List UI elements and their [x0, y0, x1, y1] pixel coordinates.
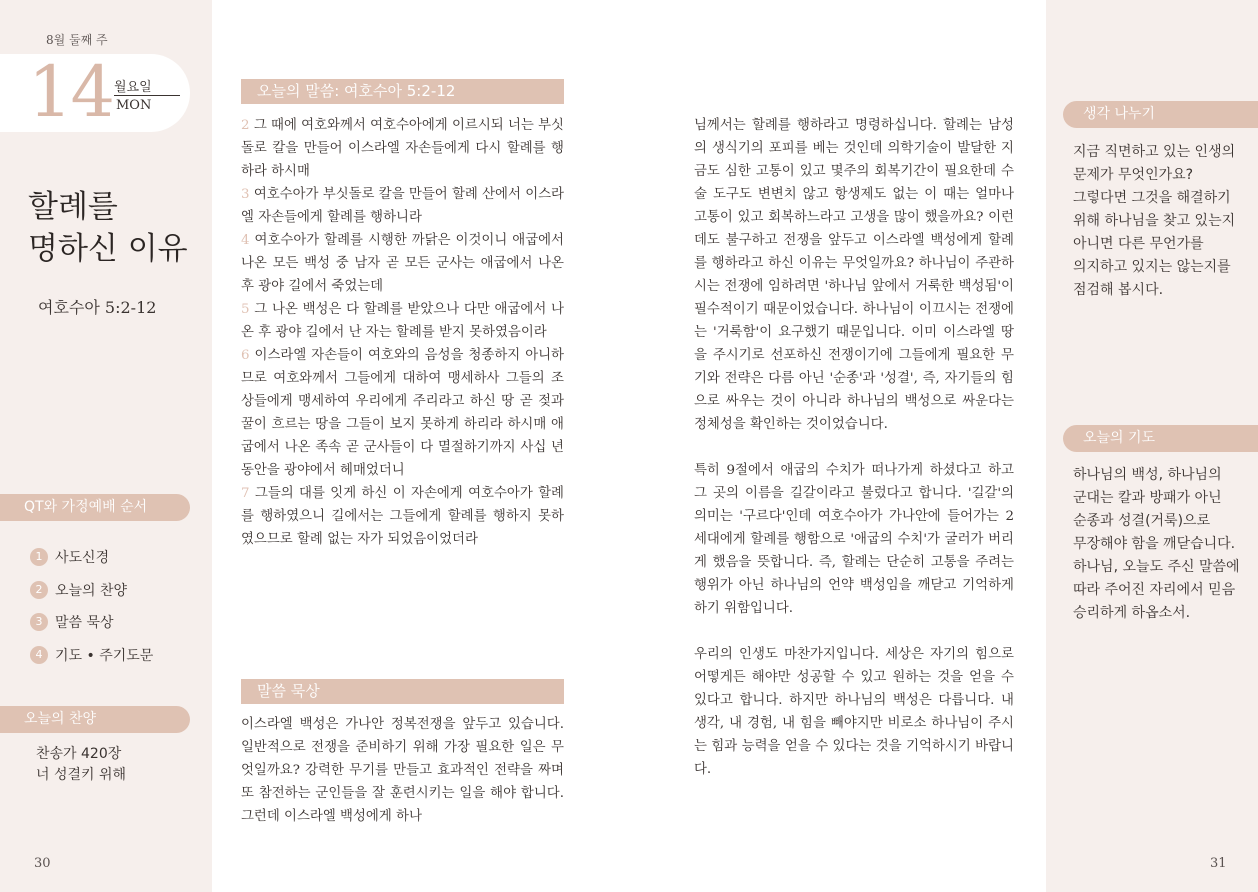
- share-line: 점검해 봅시다.: [1073, 282, 1164, 298]
- day-number: 14: [28, 51, 114, 133]
- verse-number: 7: [241, 486, 250, 501]
- page-title: [28, 186, 188, 270]
- prayer-line: 군대는 칼과 방패가 아닌: [1073, 490, 1222, 506]
- verse-text: 여호수아가 할례를 시행한 까닭은 이것이니 애굽에서 나온 모든 백성 중 남자 곧 모든 군사는 애굽에서 나온 후 광야 길에서 죽었는데: [241, 233, 564, 294]
- hymn-number: 찬송가 420장: [36, 746, 122, 762]
- order-item-label: 오늘의 찬양: [55, 582, 128, 599]
- share-line: 문제가 무엇인가요?: [1073, 167, 1194, 183]
- verse-text: 이스라엘 자손들이 여호와의 음성을 청종하지 아니하므로 여호와께서 그들에게 대하여 맹세하사 그들의 조상들에게 맹세하여 우리에게 주리라고 하신 땅 곧 젖과 꿀이 흐르는 땅을 그들이 보지 못하게 하리라 하시매 애굽에서 나온 족속 곧 군사들이 다 멸절하기까지 사십 년 동안을 광야에서 헤매었더니: [241, 348, 564, 478]
- hymn-info: [36, 744, 126, 786]
- meditation-paragraph: 이스라엘 백성은 가나안 정복전쟁을 앞두고 있습니다. 일반적으로 전쟁을 준비하기 위해 가장 필요한 일은 무엇일까요? 강력한 무기를 만들고 효과적인 전략을 짜며 또 참전하는 군인들을 잘 훈련시키는 일을 해야 합니다. 그런데 이스라엘 백성에게 하나: [241, 717, 564, 824]
- share-header: 생각 나누기: [1063, 101, 1258, 128]
- prayer-line: 순종과 성결(거룩)으로: [1073, 513, 1211, 529]
- verse-text: 그 때에 여호와께서 여호수아에게 이르시되 너는 부싯돌로 칼을 만들어 이스라엘 자손들에게 다시 할례를 행하라 하시매: [241, 118, 564, 179]
- share-line: 그렇다면 그것을 해결하기: [1073, 190, 1231, 206]
- order-header: QT와 가정예배 순서: [0, 494, 190, 521]
- verse: [241, 298, 564, 344]
- hymn-title: 너 성결키 위해: [36, 767, 127, 783]
- verse-number: 2: [241, 118, 250, 133]
- order-item-label: 사도신경: [55, 550, 110, 567]
- weekday-divider: [114, 95, 180, 96]
- prayer-text: [1073, 464, 1240, 625]
- page-number-left: 30: [34, 856, 51, 871]
- verse: [241, 229, 564, 298]
- prayer-line: 하나님의 백성, 하나님의: [1073, 467, 1222, 483]
- order-number-badge: 2: [30, 581, 48, 599]
- order-item: [30, 606, 153, 639]
- meditation-paragraph: 우리의 인생도 마찬가지입니다. 세상은 자기의 힘으로 어떻게든 해야만 성공할 수 있고 원하는 것을 얻을 수 있다고 합니다. 하지만 하나님의 백성은 다릅니다. 내 생각, 내 경험, 내 힘을 빼야지만 비로소 하나님이 주시는 힘과 능력을 얻을 수 있다는 것을 기억하시기 바랍니다.: [694, 647, 1014, 777]
- verse-number: 5: [241, 302, 250, 317]
- share-line: 아니면 다른 무언가를: [1073, 236, 1204, 252]
- meditation-header: 말씀 묵상: [241, 679, 564, 704]
- prayer-line: 따라 주어진 자리에서 믿음: [1073, 582, 1236, 598]
- verse: [241, 114, 564, 183]
- prayer-line: 승리하게 하옵소서.: [1073, 605, 1191, 621]
- order-item-label: 말씀 묵상: [55, 615, 114, 632]
- order-item: [30, 639, 153, 672]
- prayer-line: 하나님, 오늘도 주신 말씀에: [1073, 559, 1240, 575]
- share-line: 지금 직면하고 있는 인생의: [1073, 144, 1236, 160]
- order-number-badge: 4: [30, 646, 48, 664]
- verse-number: 6: [241, 348, 250, 363]
- prayer-line: 무장해야 함을 깨닫습니다.: [1073, 536, 1236, 552]
- share-line: 위해 하나님을 찾고 있는지: [1073, 213, 1236, 229]
- title-line: 할례를: [28, 189, 118, 225]
- verse: [241, 183, 564, 229]
- weekday-english: MON: [116, 98, 152, 113]
- scripture-header: 오늘의 말씀: 여호수아 5:2-12: [241, 79, 564, 104]
- verse-text: 여호수아가 부싯돌로 칼을 만들어 할례 산에서 이스라엘 자손들에게 할례를 행하니라: [241, 187, 564, 225]
- scripture-reference: 여호수아 5:2-12: [38, 298, 157, 317]
- order-item-label: 기도 • 주기도문: [55, 647, 154, 664]
- share-text: [1073, 141, 1235, 302]
- verse-text: 그들의 대를 잇게 하신 이 자손에게 여호수아가 할례를 행하였으니 길에서는 그들에게 할례를 행하지 못하였으므로 할례 없는 자가 되었음이었더라: [241, 486, 564, 547]
- verse: [241, 344, 564, 482]
- hymn-header: 오늘의 찬양: [0, 706, 190, 733]
- order-list: [30, 541, 153, 671]
- week-label: 8월 둘째 주: [46, 33, 108, 47]
- order-item: [30, 574, 153, 607]
- prayer-header: 오늘의 기도: [1063, 425, 1258, 452]
- verse: [241, 482, 564, 551]
- order-number-badge: 1: [30, 548, 48, 566]
- weekday-korean: 월요일: [114, 80, 152, 95]
- meditation-intro: [241, 713, 564, 828]
- order-number-badge: 3: [30, 613, 48, 631]
- title-line: 명하신 이유: [28, 231, 188, 267]
- meditation-continued: [694, 114, 1014, 781]
- meditation-paragraph: 님께서는 할례를 행하라고 명령하십니다. 할례는 남성의 생식기의 포피를 베는 것인데 의학기술이 발달한 지금도 심한 고통이 있고 몇주의 회복기간이 필요한데 수술 도구도 변변치 않고 항생제도 없는 이 때는 얼마나 고통이 있고 회복하느라고 고생을 많이 했을까요? 이런데도 불구하고 전쟁을 앞두고 이스라엘 백성에게 할례를 행하라고 하신 이유는 무엇일까요? 하나님이 주관하시는 전쟁에 임하려면 '하나님 앞에서 거룩한 백성됨'이 필수적이기 때문이었습니다. 하나님이 이끄시는 전쟁에는 '거룩함'이 요구했기 때문입니다. 이미 이스라엘 땅을 주시기로 선포하신 전쟁이기에 그들에게 필요한 무기와 전략은 다름 아닌 '순종'과 '성결', 즉, 자기들의 힘으로 싸우는 것이 아니라 하나님의 백성으로 싸운다는 정체성을 확인하는 것이었습니다.: [694, 118, 1014, 432]
- verse-number: 3: [241, 187, 250, 202]
- order-item: [30, 541, 153, 574]
- verse-number: 4: [241, 233, 250, 248]
- verse-text: 그 나온 백성은 다 할례를 받았으나 다만 애굽에서 나온 후 광야 길에서 난 자는 할례를 받지 못하였음이라: [241, 302, 564, 340]
- page-number-right: 31: [1210, 856, 1227, 871]
- meditation-paragraph: 특히 9절에서 애굽의 수치가 떠나가게 하셨다고 하고 그 곳의 이름을 길갈이라고 불렀다고 합니다. '길갈'의 의미는 '구르다'인데 여호수아가 가나안에 들어가는 2세대에게 할례를 행함으로 '애굽의 수치'가 굴러가 버리게 했음을 뜻합니다. 즉, 할례는 단순히 고통을 주려는 행위가 아닌 하나님의 언약 백성임을 깨닫고 기억하게 하기 위함입니다.: [694, 463, 1014, 616]
- scripture-text: [241, 114, 564, 551]
- share-line: 의지하고 있지는 않는지를: [1073, 259, 1231, 275]
